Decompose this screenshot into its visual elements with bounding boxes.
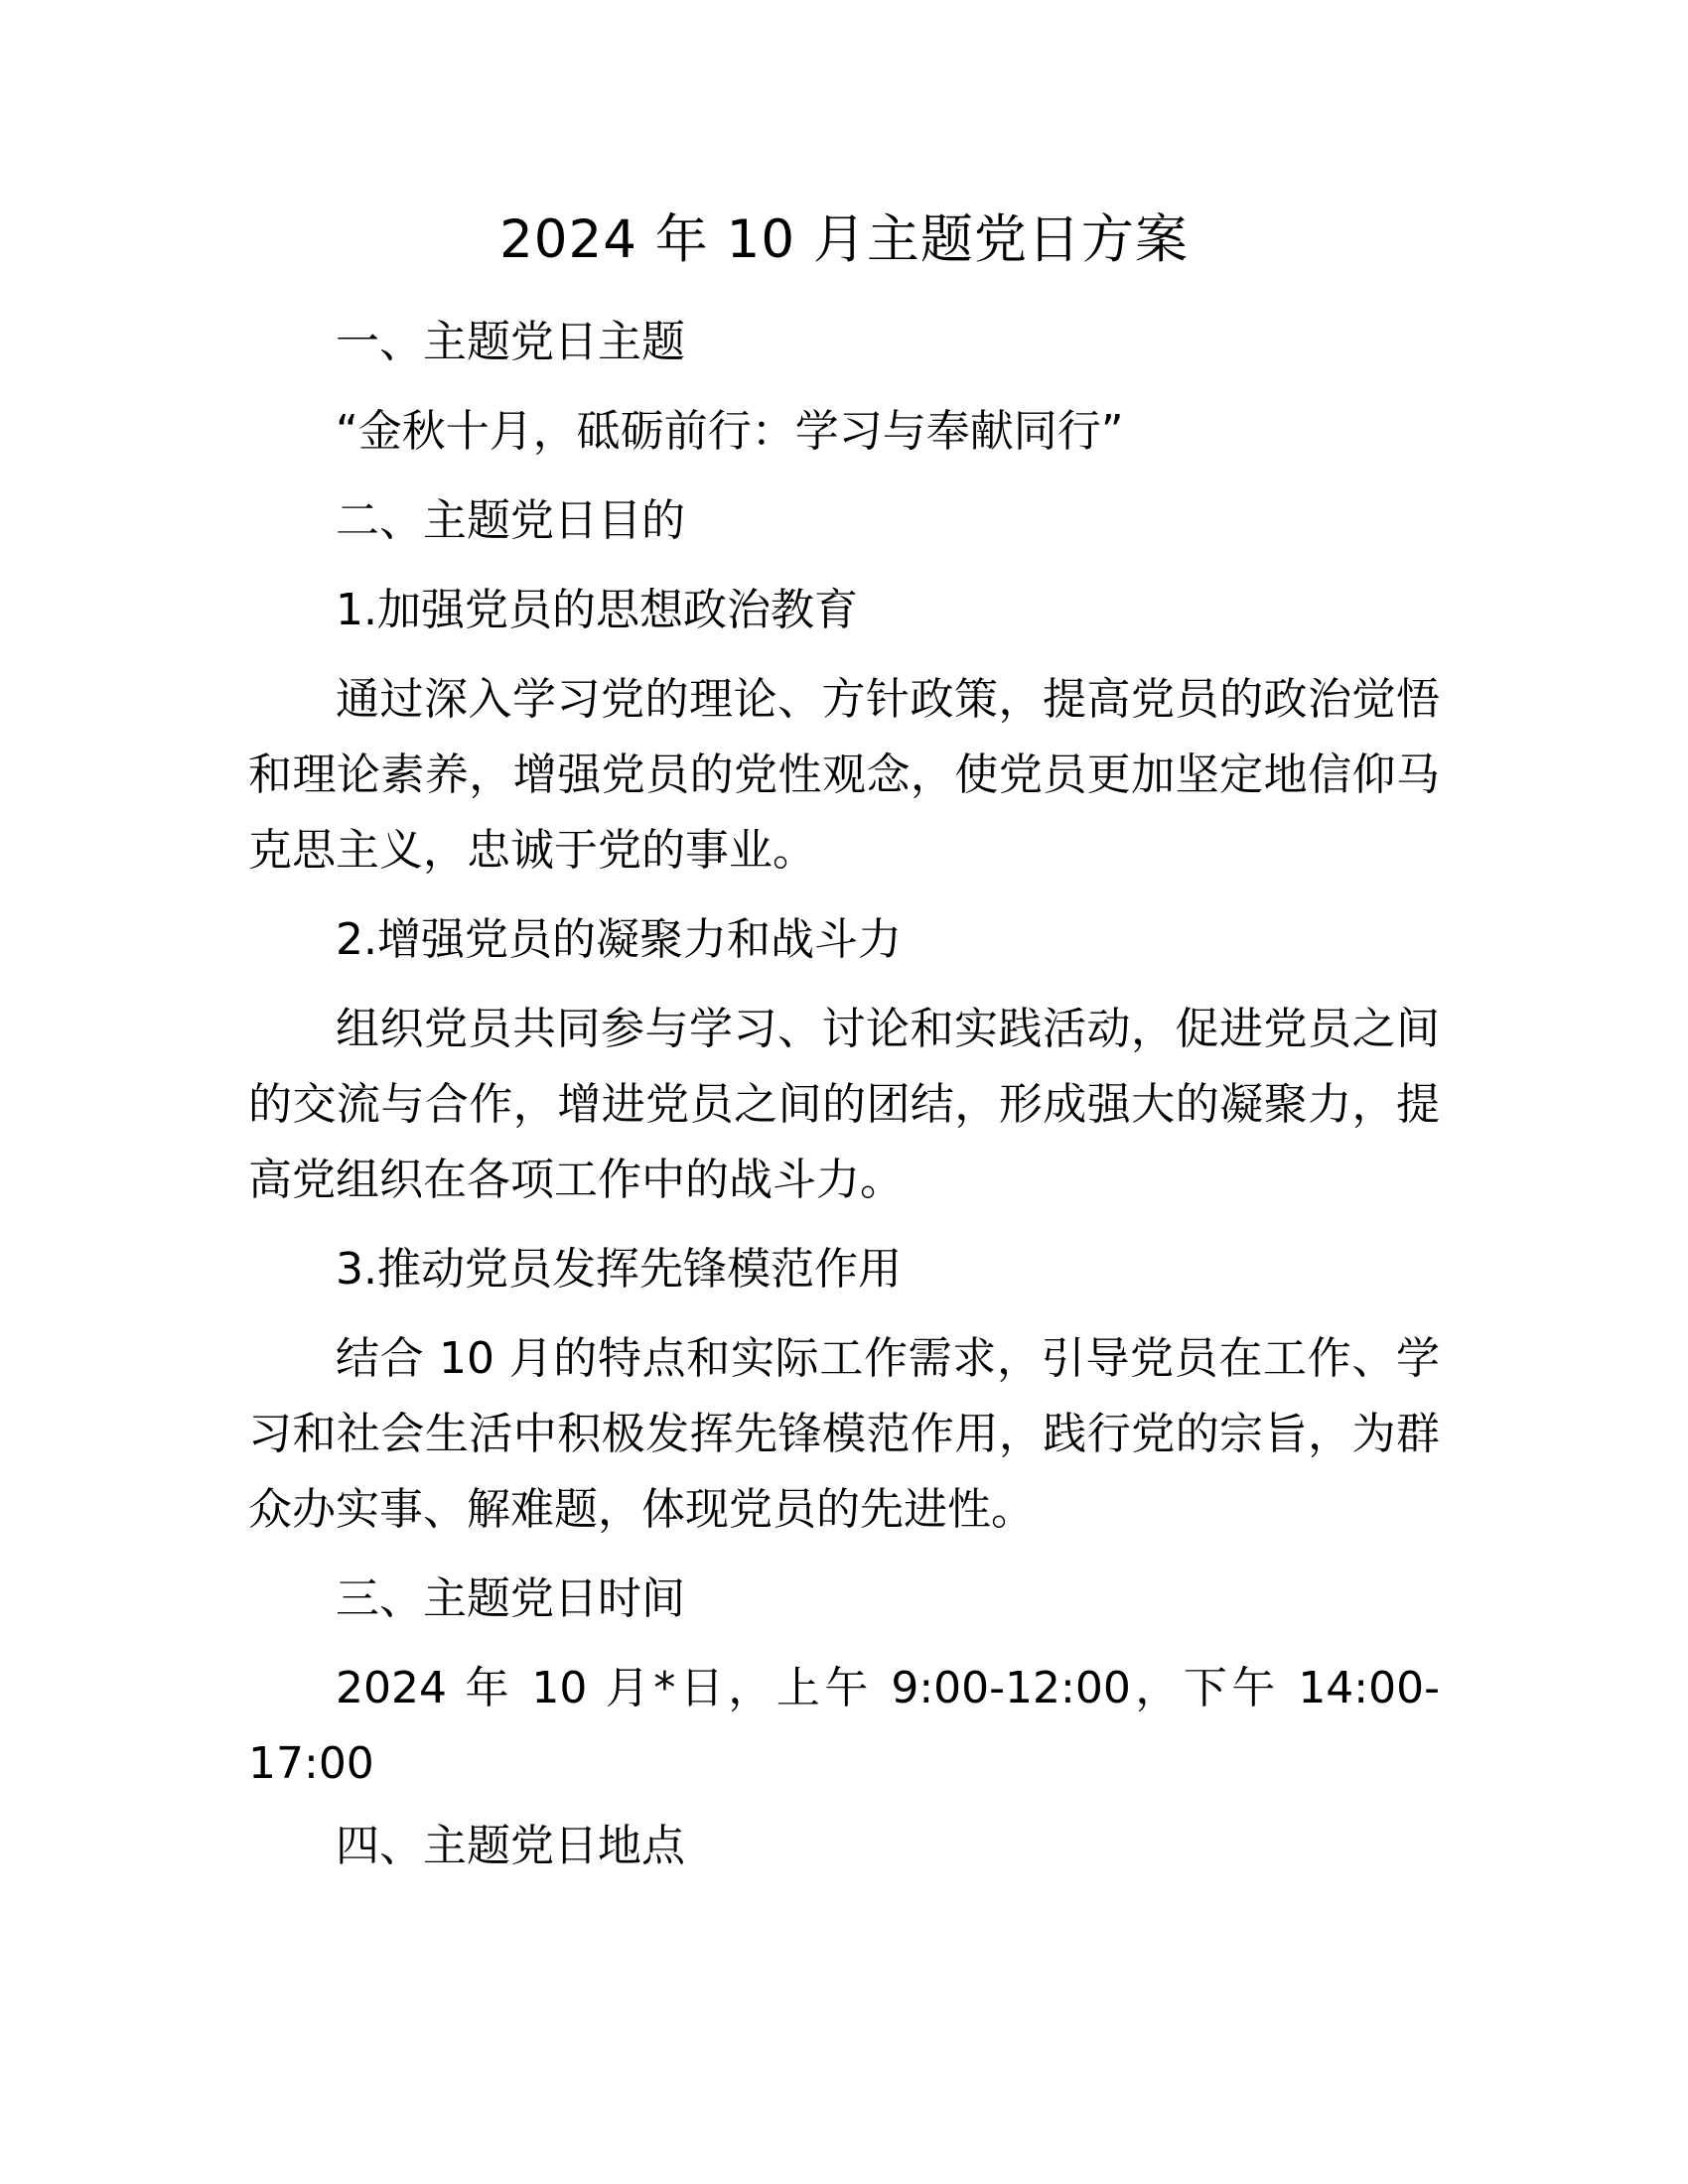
purpose-item-1-heading: 1.加强党员的思想政治教育 xyxy=(336,585,858,635)
purpose-item-2-heading: 2.增强党员的凝聚力和战斗力 xyxy=(336,914,902,965)
purpose-item-1-text: 通过深入学习党的理论、方针政策，提高党员的政治觉悟和理论素养，增强党员的党性观念，使党员更加坚定地信仰马克思主义，忠诚于党的事业。 xyxy=(248,674,1440,876)
section-4-heading: 四、主题党日地点 xyxy=(336,1821,685,1871)
section-1-heading: 一、主题党日主题 xyxy=(336,317,685,367)
theme-quote: “金秋十月，砥砺前行：学习与奉献同行” xyxy=(336,406,1124,457)
document-title: 2024 年 10 月主题党日方案 xyxy=(499,209,1189,270)
event-time-text: 2024 年 10 月*日，上午 9:00-12:00，下午 14:00-17:00 xyxy=(248,1663,1440,1789)
purpose-item-2-text: 组织党员共同参与学习、讨论和实践活动，促进党员之间的交流与合作，增进党员之间的团结，形成强大的凝聚力，提高党组织在各项工作中的战斗力。 xyxy=(248,1004,1440,1205)
purpose-item-3-text: 结合 10 月的特点和实际工作需求，引导党员在工作、学习和社会生活中积极发挥先锋模范作用，践行党的宗旨，为群众办实事、解难题，体现党员的先进性。 xyxy=(248,1333,1440,1535)
purpose-item-3-heading: 3.推动党员发挥先锋模范作用 xyxy=(336,1244,902,1295)
section-2-heading: 二、主题党日目的 xyxy=(336,495,685,546)
section-3-heading: 三、主题党日时间 xyxy=(336,1573,685,1624)
document-body xyxy=(248,298,1440,1891)
